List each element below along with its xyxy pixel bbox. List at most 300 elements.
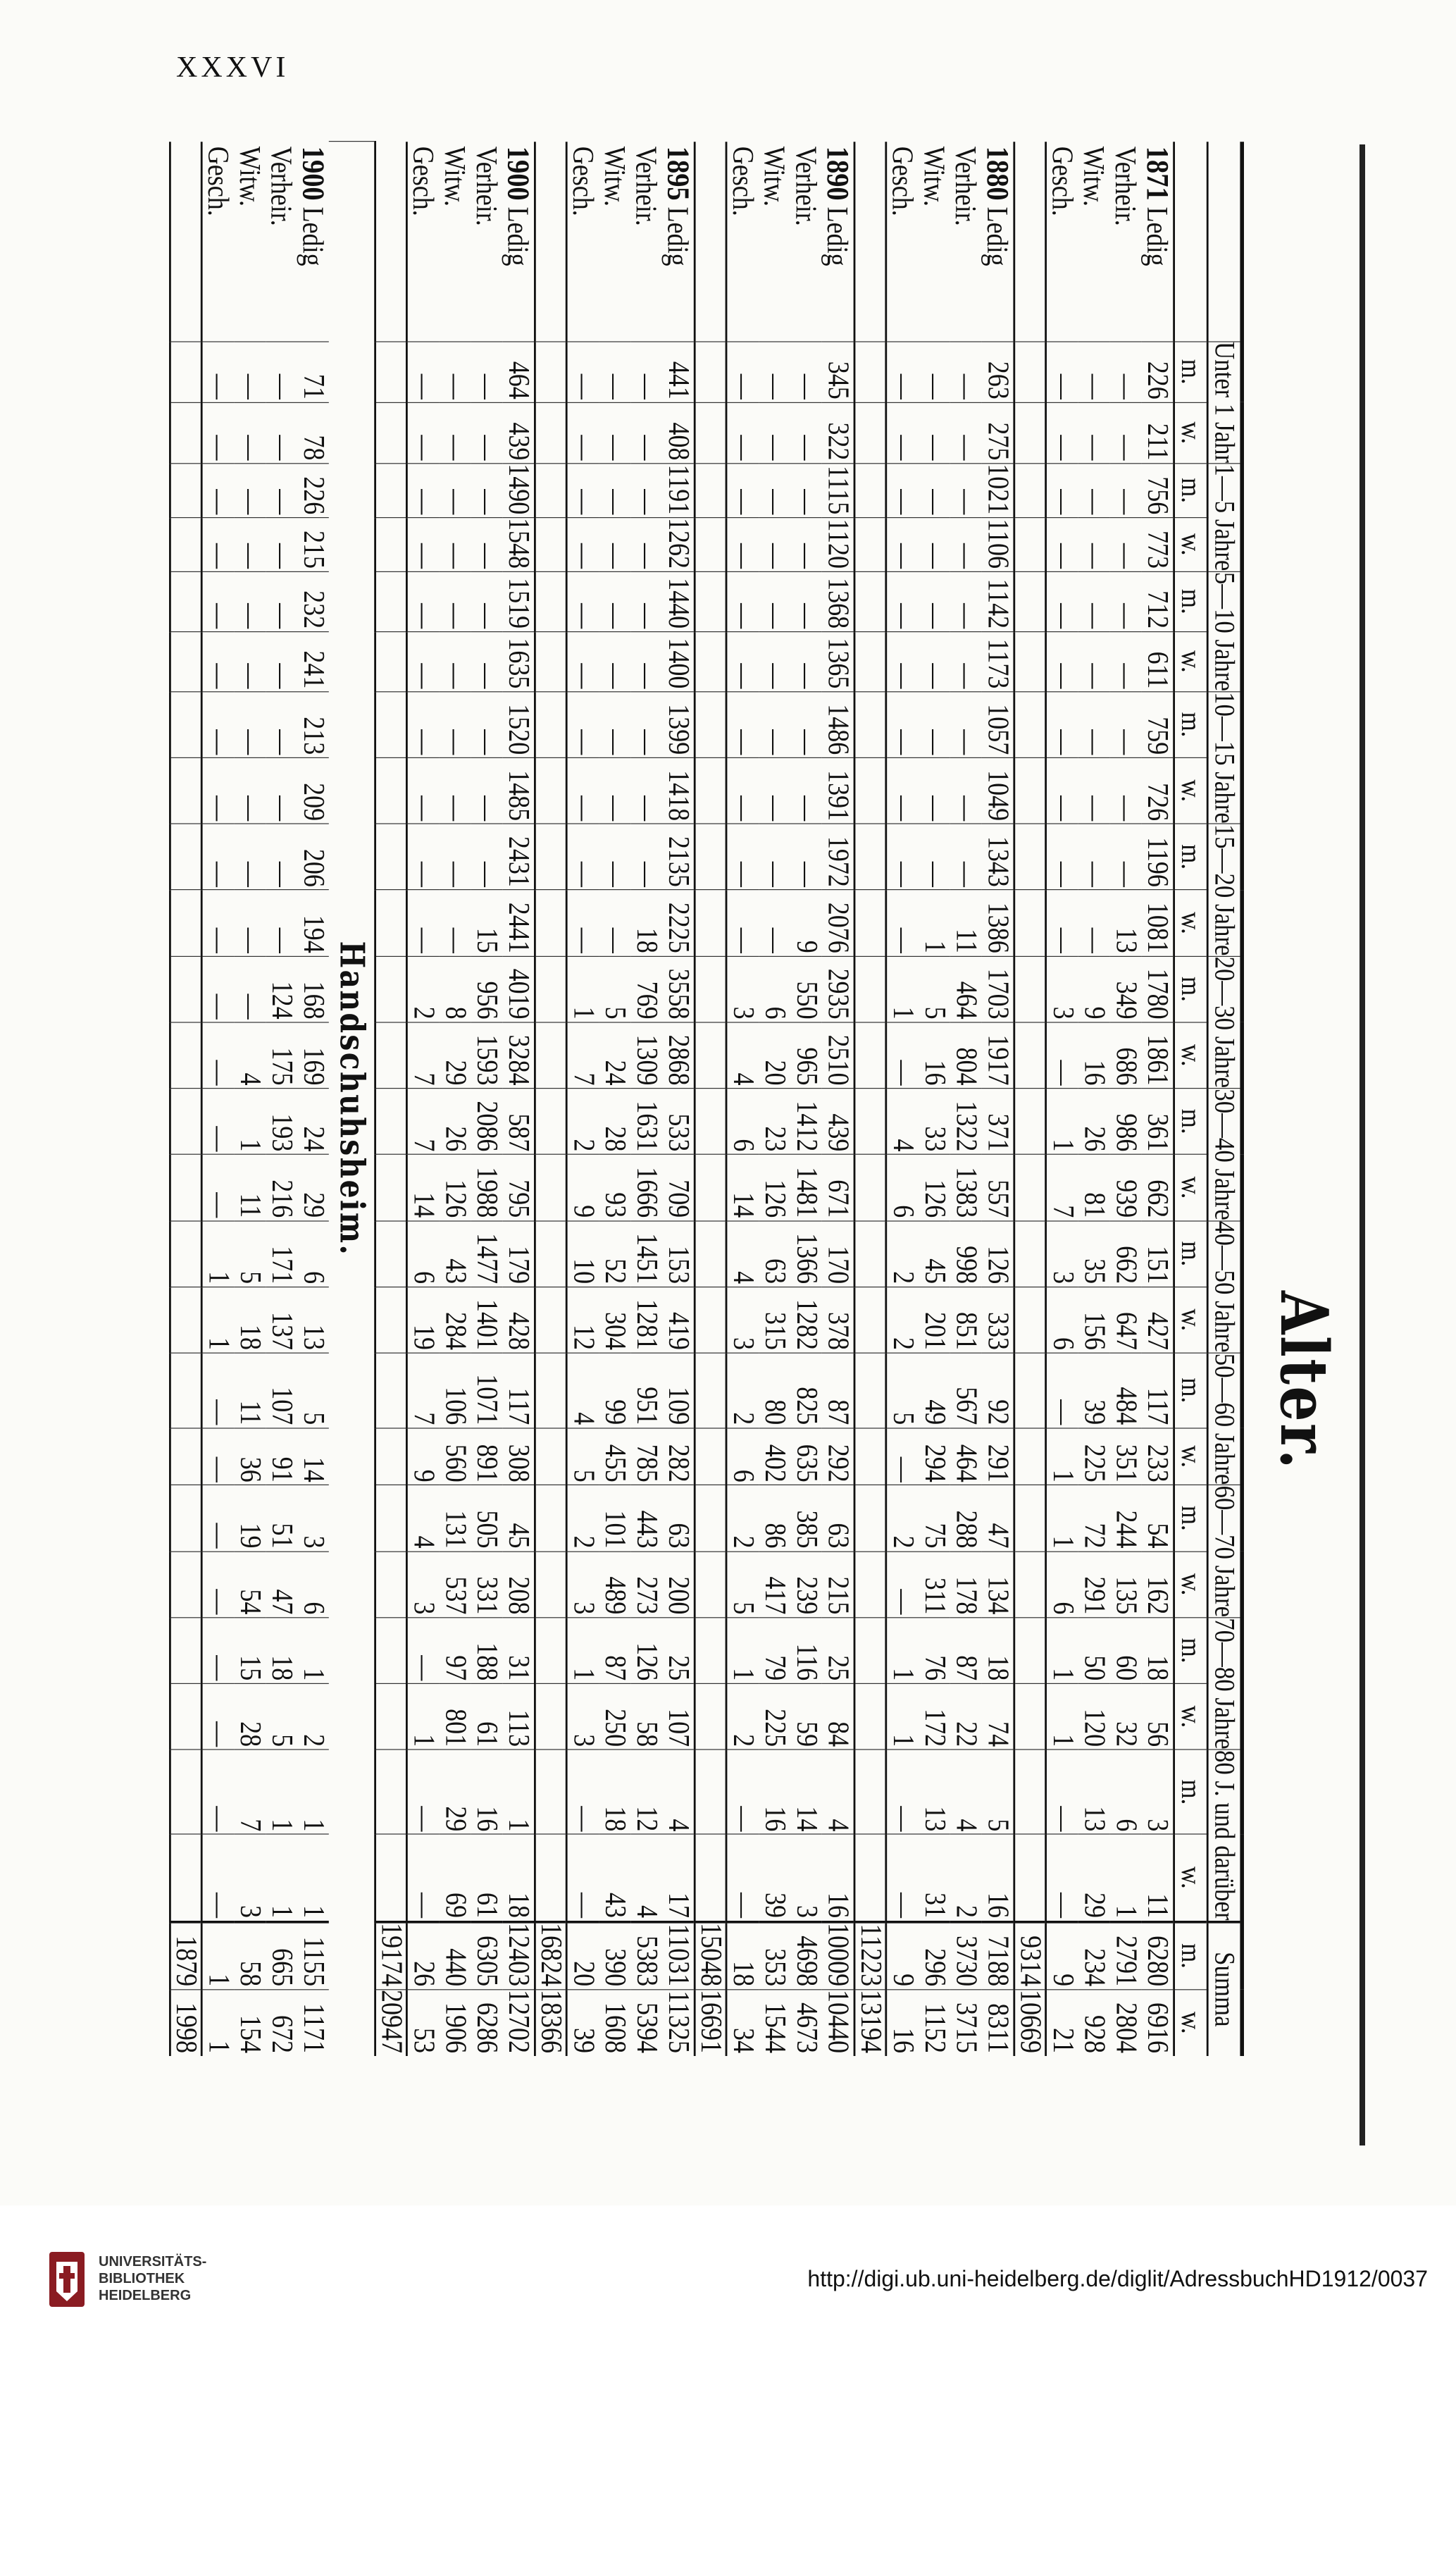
table-cell: 1703 bbox=[982, 956, 1014, 1022]
table-cell: 16 bbox=[982, 1835, 1014, 1922]
marital-status: Gesch. bbox=[406, 146, 440, 216]
table-cell: — bbox=[1078, 517, 1110, 571]
table-cell: 168 bbox=[297, 956, 329, 1022]
table-cell bbox=[535, 890, 566, 956]
table-cell: 345 bbox=[822, 341, 854, 402]
male-subheader: m. bbox=[1174, 956, 1208, 1022]
header-row-label bbox=[1207, 142, 1242, 342]
table-cell: 154 bbox=[234, 1989, 266, 2055]
table-cell bbox=[1014, 631, 1046, 691]
row-label bbox=[170, 142, 201, 342]
table-cell: 7 bbox=[566, 1022, 599, 1089]
table-cell: 1081 bbox=[1141, 890, 1174, 956]
table-cell bbox=[695, 517, 726, 571]
table-cell: — bbox=[406, 631, 439, 691]
total-row bbox=[535, 142, 566, 2056]
table-cell: 6 bbox=[297, 1552, 329, 1618]
table-cell bbox=[1014, 1428, 1046, 1485]
table-cell: — bbox=[266, 692, 297, 758]
column-header: 60—70 Jahre bbox=[1207, 1485, 1242, 1618]
table-cell: 5 bbox=[886, 1353, 919, 1428]
table-cell: 11 bbox=[950, 890, 982, 956]
table-cell: 92 bbox=[982, 1353, 1014, 1428]
table-cell: 1282 bbox=[790, 1287, 822, 1353]
table-cell bbox=[535, 956, 566, 1022]
table-cell: 5 bbox=[599, 956, 630, 1022]
table-cell bbox=[695, 1022, 726, 1089]
census-year: 1895 bbox=[661, 146, 697, 201]
table-cell: 464 bbox=[502, 341, 535, 402]
table-cell bbox=[170, 631, 201, 691]
table-cell: 29 bbox=[1078, 1835, 1110, 1922]
table-row bbox=[297, 142, 329, 2056]
table-cell: 45 bbox=[502, 1485, 535, 1552]
table-cell: 311 bbox=[919, 1552, 950, 1618]
table-cell: 986 bbox=[1110, 1089, 1142, 1155]
table-cell bbox=[375, 1750, 407, 1834]
table-cell: 6 bbox=[1110, 1750, 1142, 1834]
table-cell bbox=[695, 1835, 726, 1922]
table-cell: 7 bbox=[234, 1750, 266, 1834]
table-cell: — bbox=[566, 341, 599, 402]
table-cell: 16824 bbox=[535, 1921, 566, 1989]
row-label bbox=[1110, 142, 1142, 342]
table-cell: — bbox=[234, 341, 266, 402]
table-cell: 12 bbox=[630, 1750, 662, 1834]
table-cell bbox=[535, 1618, 566, 1684]
table-cell: — bbox=[599, 757, 630, 824]
table-cell bbox=[170, 1835, 201, 1922]
table-cell: — bbox=[406, 341, 439, 402]
table-cell: 5394 bbox=[630, 1989, 662, 2055]
table-cell: 2 bbox=[886, 1220, 919, 1287]
table-cell bbox=[695, 1683, 726, 1750]
table-row bbox=[630, 142, 662, 2056]
table-cell: — bbox=[726, 1750, 759, 1834]
row-label bbox=[662, 142, 695, 342]
table-cell: 533 bbox=[662, 1089, 695, 1155]
table-cell bbox=[854, 402, 886, 464]
row-label bbox=[266, 142, 297, 342]
table-cell: — bbox=[566, 824, 599, 890]
table-cell: 250 bbox=[599, 1683, 630, 1750]
table-cell: 86 bbox=[759, 1485, 790, 1552]
row-label bbox=[950, 142, 982, 342]
table-cell: 6286 bbox=[471, 1989, 502, 2055]
table-cell: 1322 bbox=[950, 1089, 982, 1155]
table-cell: 2076 bbox=[822, 890, 854, 956]
table-cell: 1309 bbox=[630, 1022, 662, 1089]
table-cell: 3 bbox=[1046, 1220, 1078, 1287]
table-cell: 1917 bbox=[982, 1022, 1014, 1089]
table-cell: 1 bbox=[201, 1921, 234, 1989]
table-cell: — bbox=[201, 1428, 234, 1485]
table-cell: — bbox=[886, 692, 919, 758]
table-cell: 2086 bbox=[471, 1089, 502, 1155]
handschuhsheim-body bbox=[170, 142, 375, 2056]
marital-status: Ledig bbox=[296, 206, 329, 266]
table-cell: 29 bbox=[440, 1750, 471, 1834]
table-cell bbox=[695, 571, 726, 631]
table-cell bbox=[535, 464, 566, 518]
table-cell: 1 bbox=[266, 1750, 297, 1834]
table-cell: 322 bbox=[822, 402, 854, 464]
table-cell: 2 bbox=[950, 1835, 982, 1922]
table-cell: — bbox=[1078, 757, 1110, 824]
table-row bbox=[886, 142, 919, 2056]
table-cell: 22 bbox=[950, 1683, 982, 1750]
table-cell: — bbox=[406, 571, 439, 631]
table-cell: 2135 bbox=[662, 824, 695, 890]
row-label bbox=[630, 142, 662, 342]
table-cell: — bbox=[406, 824, 439, 890]
table-cell: — bbox=[201, 1683, 234, 1750]
table-cell: 18 bbox=[726, 1921, 759, 1989]
table-cell bbox=[854, 1022, 886, 1089]
table-cell: — bbox=[599, 890, 630, 956]
table-row bbox=[1141, 142, 1174, 2056]
table-cell: — bbox=[566, 757, 599, 824]
table-cell: 6 bbox=[726, 1089, 759, 1155]
table-cell: 11031 bbox=[662, 1921, 695, 1989]
table-cell: 7 bbox=[406, 1089, 439, 1155]
table-cell: 1 bbox=[1110, 1835, 1142, 1922]
table-cell: — bbox=[1110, 824, 1142, 890]
table-cell: 50 bbox=[1078, 1618, 1110, 1684]
table-cell: 1171 bbox=[297, 1989, 329, 2055]
table-cell: 18 bbox=[502, 1835, 535, 1922]
table-cell: 151 bbox=[1141, 1220, 1174, 1287]
table-cell: 1519 bbox=[502, 571, 535, 631]
table-cell bbox=[170, 824, 201, 890]
table-cell: 153 bbox=[662, 1220, 695, 1287]
table-cell bbox=[375, 1155, 407, 1221]
table-cell: — bbox=[886, 757, 919, 824]
table-cell: 172 bbox=[919, 1683, 950, 1750]
table-cell: 16 bbox=[919, 1022, 950, 1089]
table-cell bbox=[695, 1750, 726, 1834]
source-url[interactable]: http://digi.ub.uni-heidelberg.de/diglit/AdressbuchHD1912/0037 bbox=[807, 2266, 1428, 2291]
table-cell: 428 bbox=[502, 1287, 535, 1353]
table-cell: 24 bbox=[599, 1022, 630, 1089]
table-row bbox=[440, 142, 471, 2056]
column-header: Unter 1 Jahr bbox=[1207, 341, 1242, 463]
table-cell: — bbox=[234, 956, 266, 1022]
table-cell: 1486 bbox=[822, 692, 854, 758]
table-cell: 4 bbox=[566, 1353, 599, 1428]
table-cell: 26 bbox=[406, 1921, 439, 1989]
table-cell: 7 bbox=[406, 1353, 439, 1428]
table-cell: 9 bbox=[886, 1921, 919, 1989]
table-cell: 60 bbox=[1110, 1618, 1142, 1684]
table-cell bbox=[375, 631, 407, 691]
male-subheader: m. bbox=[1174, 341, 1208, 402]
table-cell bbox=[1014, 464, 1046, 518]
table-cell: — bbox=[406, 517, 439, 571]
table-cell: — bbox=[1078, 571, 1110, 631]
table-cell bbox=[1014, 571, 1046, 631]
table-cell: 1142 bbox=[982, 571, 1014, 631]
table-cell: 464 bbox=[950, 956, 982, 1022]
table-cell: — bbox=[201, 631, 234, 691]
table-cell: 587 bbox=[502, 1089, 535, 1155]
table-cell: — bbox=[886, 464, 919, 518]
row-label bbox=[1141, 142, 1174, 342]
row-label bbox=[919, 142, 950, 342]
table-cell: 795 bbox=[502, 1155, 535, 1221]
row-label bbox=[1014, 142, 1046, 342]
table-cell: 81 bbox=[1078, 1155, 1110, 1221]
table-cell: 6 bbox=[1046, 1552, 1078, 1618]
table-cell: 726 bbox=[1141, 757, 1174, 824]
table-cell: — bbox=[471, 824, 502, 890]
table-cell: 785 bbox=[630, 1428, 662, 1485]
table-cell: — bbox=[266, 824, 297, 890]
table-cell bbox=[170, 517, 201, 571]
table-cell: 39 bbox=[566, 1989, 599, 2055]
table-cell bbox=[854, 692, 886, 758]
table-cell: 109 bbox=[662, 1353, 695, 1428]
table-cell: 263 bbox=[982, 341, 1014, 402]
table-cell: 43 bbox=[440, 1220, 471, 1287]
table-cell bbox=[854, 1287, 886, 1353]
table-cell: 1780 bbox=[1141, 956, 1174, 1022]
table-cell: — bbox=[726, 402, 759, 464]
table-cell: 208 bbox=[502, 1552, 535, 1618]
table-cell: — bbox=[201, 1485, 234, 1552]
table-cell: 998 bbox=[950, 1220, 982, 1287]
table-cell: 1861 bbox=[1141, 1022, 1174, 1089]
table-cell: — bbox=[566, 890, 599, 956]
table-cell: 51 bbox=[266, 1485, 297, 1552]
table-cell: 9 bbox=[1078, 956, 1110, 1022]
table-cell: 956 bbox=[471, 956, 502, 1022]
table-cell: 1635 bbox=[502, 631, 535, 691]
table-cell: 419 bbox=[662, 1287, 695, 1353]
table-cell: — bbox=[1110, 402, 1142, 464]
female-subheader: w. bbox=[1174, 1552, 1208, 1618]
table-cell: — bbox=[234, 464, 266, 518]
row-label bbox=[821, 142, 857, 342]
male-subheader: m. bbox=[1174, 692, 1208, 758]
table-cell bbox=[375, 1485, 407, 1552]
table-cell: — bbox=[726, 1835, 759, 1922]
marital-status: Ledig bbox=[821, 206, 854, 266]
table-row bbox=[201, 142, 234, 2056]
table-cell: 216 bbox=[266, 1155, 297, 1221]
table-cell bbox=[535, 402, 566, 464]
table-cell bbox=[854, 1089, 886, 1155]
table-cell: — bbox=[759, 890, 790, 956]
table-cell: — bbox=[886, 1750, 919, 1834]
table-cell: — bbox=[759, 341, 790, 402]
table-row bbox=[502, 142, 535, 2056]
table-cell: 233 bbox=[1141, 1428, 1174, 1485]
table-cell: 47 bbox=[266, 1552, 297, 1618]
table-cell: 5 bbox=[726, 1552, 759, 1618]
table-cell: 804 bbox=[950, 1022, 982, 1089]
table-cell: 1544 bbox=[759, 1989, 790, 2055]
table-cell: 9314 bbox=[1014, 1921, 1046, 1989]
row-label bbox=[502, 142, 535, 342]
table-cell: 1196 bbox=[1141, 824, 1174, 890]
table-cell: — bbox=[406, 890, 439, 956]
table-cell: — bbox=[201, 824, 234, 890]
table-cell bbox=[1014, 890, 1046, 956]
header-row bbox=[1207, 142, 1242, 2056]
table-cell: — bbox=[1078, 341, 1110, 402]
table-cell: 25 bbox=[662, 1618, 695, 1684]
table-cell: 284 bbox=[440, 1287, 471, 1353]
table-cell: — bbox=[1078, 402, 1110, 464]
row-label bbox=[406, 142, 439, 342]
table-cell: — bbox=[919, 631, 950, 691]
table-cell: 440 bbox=[440, 1921, 471, 1989]
table-cell: 13 bbox=[297, 1287, 329, 1353]
table-cell: 455 bbox=[599, 1428, 630, 1485]
table-cell: — bbox=[599, 571, 630, 631]
table-cell bbox=[170, 1428, 201, 1485]
row-label bbox=[471, 142, 502, 342]
marital-status: Witw. bbox=[598, 146, 631, 207]
total-row bbox=[854, 142, 886, 2056]
table-cell: 333 bbox=[982, 1287, 1014, 1353]
table-cell: 206 bbox=[297, 824, 329, 890]
table-cell: 25 bbox=[822, 1618, 854, 1684]
table-cell: 315 bbox=[759, 1287, 790, 1353]
table-cell: 178 bbox=[950, 1552, 982, 1618]
table-cell: 232 bbox=[297, 571, 329, 631]
table-cell: 225 bbox=[759, 1683, 790, 1750]
table-cell: — bbox=[566, 464, 599, 518]
table-cell bbox=[535, 692, 566, 758]
table-cell: 2441 bbox=[502, 890, 535, 956]
table-cell: 11325 bbox=[662, 1989, 695, 2055]
table-cell: — bbox=[1046, 824, 1078, 890]
row-label bbox=[854, 142, 886, 342]
table-cell: 244 bbox=[1110, 1485, 1142, 1552]
table-cell: 3 bbox=[566, 1552, 599, 1618]
table-cell bbox=[695, 1428, 726, 1485]
column-header: 80 J. und darüber bbox=[1207, 1750, 1242, 1921]
table-cell: 74 bbox=[982, 1683, 1014, 1750]
table-cell: — bbox=[471, 402, 502, 464]
marital-status: Verheir. bbox=[629, 146, 662, 226]
table-cell bbox=[170, 1552, 201, 1618]
table-cell: 1399 bbox=[662, 692, 695, 758]
table-cell: 371 bbox=[982, 1089, 1014, 1155]
table-cell: — bbox=[759, 631, 790, 691]
table-cell: — bbox=[440, 402, 471, 464]
table-cell: — bbox=[919, 757, 950, 824]
table-cell: 662 bbox=[1110, 1220, 1142, 1287]
table-cell bbox=[375, 1552, 407, 1618]
marital-status: Verheir. bbox=[949, 146, 982, 226]
table-cell: 408 bbox=[662, 402, 695, 464]
table-cell: 2431 bbox=[502, 824, 535, 890]
table-cell: 225 bbox=[1078, 1428, 1110, 1485]
table-cell bbox=[535, 517, 566, 571]
table-cell: 16 bbox=[471, 1750, 502, 1834]
table-cell: 6305 bbox=[471, 1921, 502, 1989]
table-cell: — bbox=[790, 341, 822, 402]
table-cell: — bbox=[790, 757, 822, 824]
table-cell bbox=[375, 517, 407, 571]
table-cell: 7 bbox=[1046, 1155, 1078, 1221]
page-rule bbox=[1359, 144, 1365, 2145]
marital-status: Gesch. bbox=[1045, 146, 1078, 216]
table-cell bbox=[854, 1683, 886, 1750]
table-cell: — bbox=[790, 631, 822, 691]
table-cell: 241 bbox=[297, 631, 329, 691]
table-cell: — bbox=[726, 757, 759, 824]
table-cell: 4 bbox=[950, 1750, 982, 1834]
table-cell: — bbox=[1110, 692, 1142, 758]
table-cell: 28 bbox=[599, 1089, 630, 1155]
table-cell bbox=[375, 1618, 407, 1684]
table-cell: 1 bbox=[886, 956, 919, 1022]
table-cell: 226 bbox=[297, 464, 329, 518]
table-cell: 8 bbox=[440, 956, 471, 1022]
table-cell: 1152 bbox=[919, 1989, 950, 2055]
table-cell: — bbox=[440, 571, 471, 631]
row-label bbox=[695, 142, 726, 342]
table-cell: 63 bbox=[759, 1220, 790, 1287]
table-cell: 9 bbox=[566, 1155, 599, 1221]
table-cell: 18 bbox=[599, 1750, 630, 1834]
table-cell: 18366 bbox=[535, 1989, 566, 2055]
table-cell: 939 bbox=[1110, 1155, 1142, 1221]
table-cell: 134 bbox=[982, 1552, 1014, 1618]
table-cell: 291 bbox=[1078, 1552, 1110, 1618]
table-cell: — bbox=[950, 464, 982, 518]
table-cell: 79 bbox=[759, 1618, 790, 1684]
table-cell: — bbox=[790, 517, 822, 571]
table-cell: 126 bbox=[982, 1220, 1014, 1287]
table-cell: 78 bbox=[297, 402, 329, 464]
table-cell: 378 bbox=[822, 1287, 854, 1353]
table-cell bbox=[695, 341, 726, 402]
table-cell: — bbox=[406, 692, 439, 758]
table-cell bbox=[170, 692, 201, 758]
table-cell: 20947 bbox=[375, 1989, 407, 2055]
table-cell: — bbox=[1046, 1750, 1078, 1834]
table-cell bbox=[695, 824, 726, 890]
row-label bbox=[726, 142, 759, 342]
table-cell bbox=[854, 1485, 886, 1552]
table-cell bbox=[170, 1089, 201, 1155]
age-statistics-table bbox=[169, 141, 1244, 2056]
table-cell: 2868 bbox=[662, 1022, 695, 1089]
table-cell: 1440 bbox=[662, 571, 695, 631]
table-cell bbox=[535, 1089, 566, 1155]
table-cell: 188 bbox=[471, 1618, 502, 1684]
table-cell: 45 bbox=[919, 1220, 950, 1287]
table-cell: 537 bbox=[440, 1552, 471, 1618]
table-cell: — bbox=[266, 464, 297, 518]
table-cell: 117 bbox=[502, 1353, 535, 1428]
table-cell: 3730 bbox=[950, 1921, 982, 1989]
table-cell: 1 bbox=[297, 1835, 329, 1922]
table-cell: 18 bbox=[234, 1287, 266, 1353]
table-cell: 712 bbox=[1141, 571, 1174, 631]
table-cell: 26 bbox=[440, 1089, 471, 1155]
marital-status: Witw. bbox=[1077, 146, 1110, 207]
table-cell bbox=[695, 1353, 726, 1428]
table-cell: — bbox=[886, 341, 919, 402]
table-cell: — bbox=[440, 757, 471, 824]
table-cell: 12403 bbox=[502, 1921, 535, 1989]
